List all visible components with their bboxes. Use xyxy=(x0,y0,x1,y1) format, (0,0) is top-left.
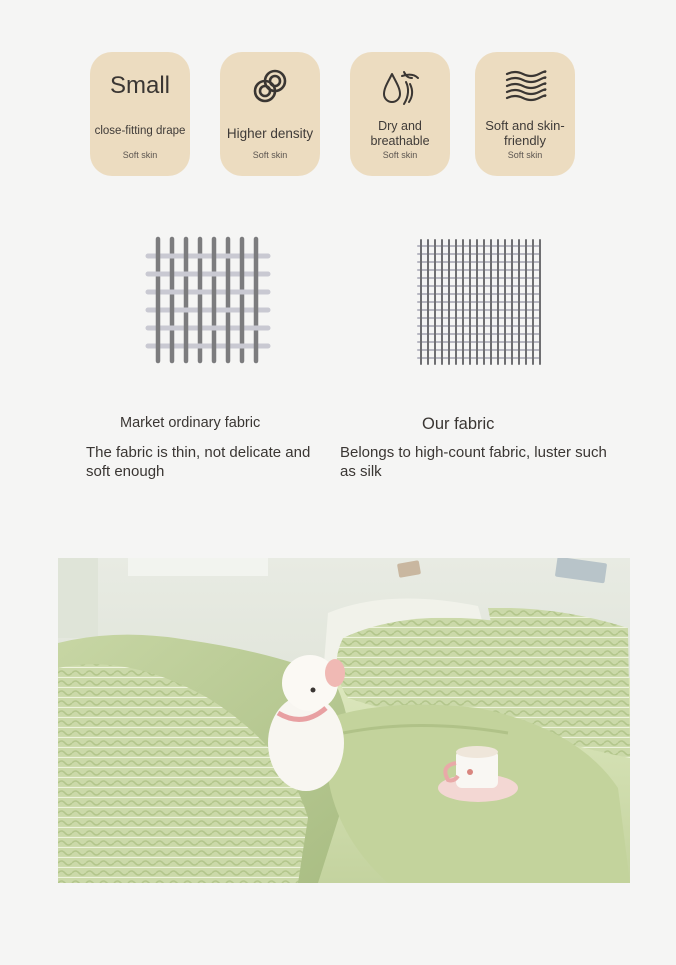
fine-weave-icon xyxy=(416,238,542,366)
feature-card-breathable xyxy=(350,52,450,176)
bedding-photo xyxy=(58,558,630,883)
feature-subtitle: Soft skin xyxy=(507,150,543,160)
feature-subtitle: Soft skin xyxy=(382,150,418,160)
market-fabric-description: The fabric is thin, not delicate and soft enough xyxy=(86,444,311,480)
feature-subtitle: Soft skin xyxy=(122,150,158,160)
feature-title: close-fitting drape xyxy=(94,125,186,137)
our-fabric-label: Our fabric xyxy=(422,415,495,433)
feature-title: Higher density xyxy=(226,126,314,141)
feature-card-skin-friendly xyxy=(475,52,575,176)
market-fabric-label: Market ordinary fabric xyxy=(120,415,261,431)
our-fabric-description: Belongs to high-count fabric, luster such as silk xyxy=(340,444,607,480)
coarse-weave-icon xyxy=(145,236,271,364)
feature-heading: Small xyxy=(109,72,170,99)
feature-title: Soft and skin-friendly xyxy=(485,118,565,148)
feature-card-density xyxy=(220,52,320,176)
feature-subtitle: Soft skin xyxy=(252,150,288,160)
water-drop-icon xyxy=(350,66,450,106)
feature-card-small xyxy=(90,52,190,176)
spiral-knot-icon xyxy=(220,66,320,106)
wavy-lines-icon xyxy=(475,66,575,106)
feature-title: Dry and breathable xyxy=(370,119,430,148)
